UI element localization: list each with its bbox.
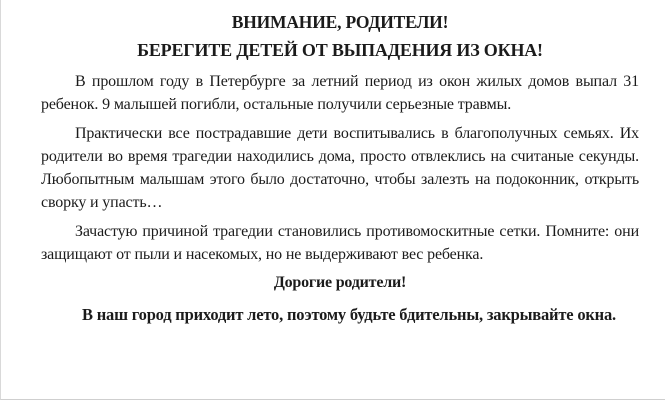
closing-greeting: Дорогие родители! <box>273 274 407 291</box>
paragraph-mosquito-nets: Зачастую причиной трагедии становились противомоскитные сетки. Помните: они защищают от пыли и насекомых, но не выдерживают вес ребенка. <box>41 223 639 263</box>
notice-heading-attention: ВНИМАНИЕ, РОДИТЕЛИ! <box>231 12 449 32</box>
paragraph-statistics: В прошлом году в Петербурге за летний период из окон жилых домов выпал 31 ребенок. 9 малышей погибли, остальные получили серьезные травмы. <box>41 73 639 113</box>
closing-call-to-action: В наш город приходит лето, поэтому будьте бдительны, закрывайте окна. <box>82 305 616 324</box>
notice-content <box>41 10 639 326</box>
notice-heading-warning: БЕРЕГИТЕ ДЕТЕЙ ОТ ВЫПАДЕНИЯ ИЗ ОКНА! <box>137 40 543 60</box>
paragraph-families: Практически все пострадавшие дети воспитывались в благополучных семьях. Их родители во время трагедии находились дома, просто отвлеклись на считаные секунды. Любопытным малышам этого было достаточно, чтобы залезть на подоконник, открыть сворку и упасть… <box>41 125 639 211</box>
